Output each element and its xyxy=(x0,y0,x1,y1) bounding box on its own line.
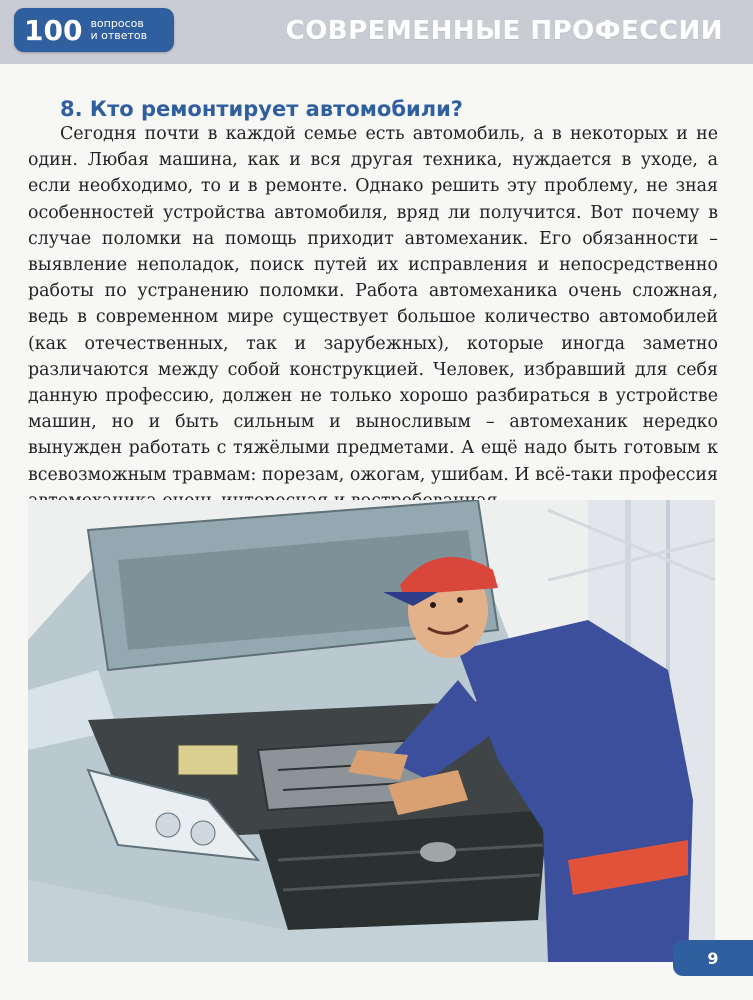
section-title: СОВРЕМЕННЫЕ ПРОФЕССИИ xyxy=(285,16,723,46)
article-heading: 8. Кто ремонтирует автомобили? xyxy=(60,97,463,121)
mechanic-repairing-car-illustration xyxy=(28,500,715,962)
badge-number: 100 xyxy=(24,13,83,47)
article-body: Сегодня почти в каждой семье есть автомобиль, а в некоторых и не один. Любая машина, как и вся другая техника, нуждается в уходе, а если необходимо, то и в ремонте. Однако решить эту проблему, не зная особенностей устройства автомобиля, вряд ли получится. Вот почему в случае поломки на помощь приходит автомеханик. Его обязанности – выявление неполадок, поиск путей их исправления и непосредственно работы по устранению поломки. Работа автомеханика очень сложная, ведь в современном мире существует большое количество автомобилей (как отечественных, так и зарубежных), которые иногда заметно различаются между собой конструкцией. Человек, избравший для себя данную профессию, должен не только хорошо разбираться в устройстве машин, но и быть сильным и выносливым – автомеханик нередко вынужден работать с тяжёлыми предметами. А ещё надо быть готовым к всевозможным травмам: порезам, ожогам, ушибам. И всё-таки профессия xyxy=(28,124,718,485)
badge-line-1: вопросов xyxy=(90,17,144,30)
badge-subtitle xyxy=(90,18,147,42)
header-bar xyxy=(0,0,753,64)
badge-line-2: и ответов xyxy=(90,29,148,42)
mechanic-illustration-svg xyxy=(28,500,715,962)
page-number: 9 xyxy=(673,940,753,976)
series-badge xyxy=(14,8,174,52)
